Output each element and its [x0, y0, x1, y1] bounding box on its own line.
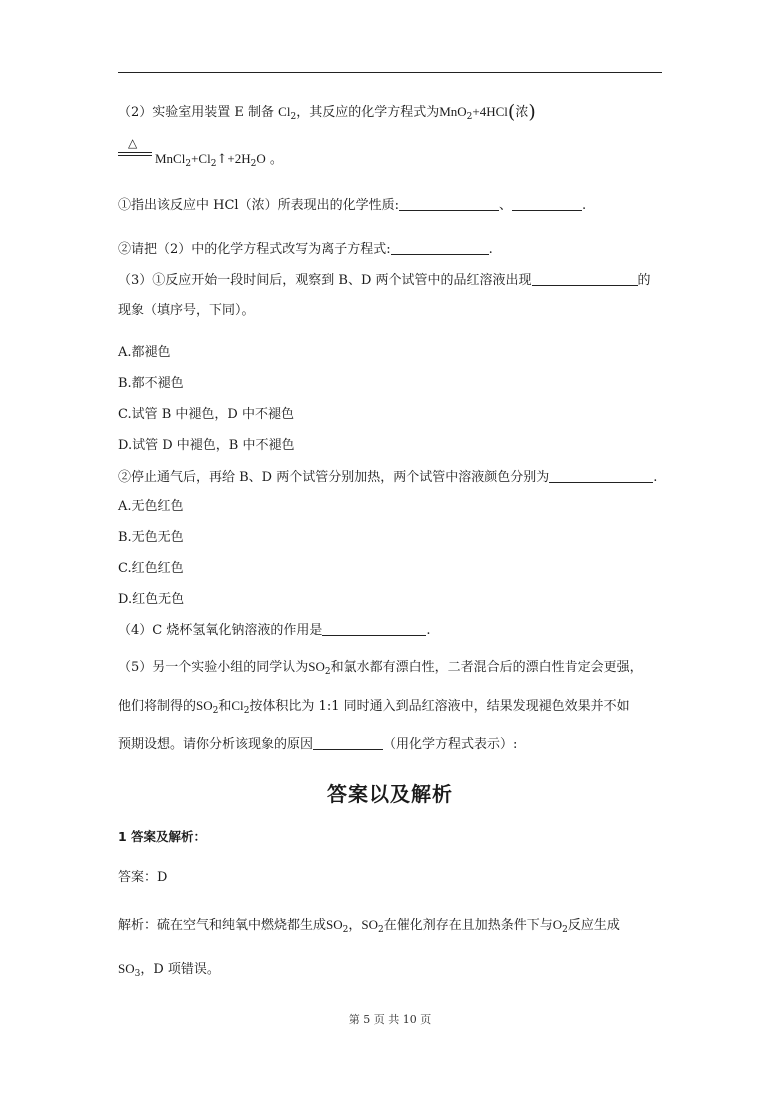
answers-heading: 答案以及解析: [327, 782, 453, 806]
analysis-line-1: [118, 916, 620, 935]
q5-text: 预期设想。请你分析该现象的原因: [118, 737, 314, 752]
q3-part2-text: ②停止通气后，再给 B、D 两个试管分别加热，两个试管中溶液颜色分别为: [118, 470, 550, 485]
subscript: 2: [562, 925, 568, 935]
formula-h: +2H: [227, 151, 251, 166]
answer-blank: [399, 196, 499, 211]
period: .: [653, 470, 658, 485]
q3-option-d: D.试管 D 中褪色，B 中不褪色: [118, 438, 295, 453]
q3-option-b: B.都不褪色: [118, 376, 184, 391]
q2-sub1-text: ①指出该反应中 HCl（浓）所表现出的化学性质:: [118, 198, 399, 213]
page-footer: 第 5 页 共 10 页: [348, 1013, 432, 1026]
q3-2-option-c: C.红色红色: [118, 561, 184, 576]
subscript: 2: [210, 159, 217, 169]
subscript: 2: [466, 112, 473, 122]
formula-cl: Cl: [198, 151, 211, 166]
answer-blank: [512, 196, 582, 211]
formula-so: SO: [118, 961, 135, 976]
formula-mncl: MnCl: [155, 151, 186, 166]
q3-option-a: A.都褪色: [118, 345, 171, 360]
q3-2-option-d: D.红色无色: [118, 592, 185, 607]
heating-condition-sign: [118, 138, 154, 160]
period: 。: [265, 152, 283, 167]
subscript: 3: [134, 969, 141, 979]
analysis-text: 反应生成: [567, 918, 620, 933]
q3-text: （3）①反应开始一段时间后，观察到 B、D 两个试管中的品红溶液出现: [118, 273, 532, 288]
q5-text: 他们将制得的: [118, 699, 197, 714]
q3-part2: [118, 468, 657, 487]
q5-line-3: [118, 735, 517, 754]
q3-option-c: C.试管 B 中褪色，D 中不褪色: [118, 407, 294, 422]
q4-text: （4）C 烧杯氢氧化钠溶液的作用是: [118, 623, 323, 638]
subscript: 2: [250, 159, 257, 169]
q2-intro: （2）实验室用装置 E 制备: [118, 105, 279, 120]
formula-so: SO: [361, 917, 379, 932]
q5-text: 和: [218, 699, 232, 714]
formula-so: SO: [196, 698, 213, 713]
q3-2-option-b: B.无色无色: [118, 530, 184, 545]
analysis-line-2: [118, 960, 220, 979]
period: .: [426, 623, 431, 638]
analysis-text: 解析：硫在空气和纯氧中燃烧都生成: [118, 918, 327, 933]
q2-sub1: [118, 196, 586, 215]
q5-text: （5）另一个实验小组的同学认为: [118, 660, 309, 675]
q2-line-1: [118, 103, 536, 122]
q2-line-2: [155, 150, 283, 169]
formula-mno: MnO: [439, 104, 467, 119]
q2-sub2: [118, 240, 493, 259]
q3-2-option-a: A.无色红色: [118, 499, 184, 514]
formula-hcl: +4HCl: [472, 104, 508, 119]
q2-text: ，其反应的化学方程式为: [296, 105, 440, 120]
paren: (: [507, 101, 516, 123]
analysis-text: 在催化剂存在且加热条件下与: [383, 918, 553, 933]
answer-blank: [391, 240, 489, 255]
conc-label: 浓: [515, 105, 529, 120]
answer-item-title: 1 答案及解析：: [118, 829, 207, 844]
subscript: 2: [243, 706, 250, 716]
q3-line-2: 现象（填序号，下同）。: [118, 303, 255, 318]
gas-arrow-icon: ↑: [216, 152, 228, 167]
subscript: 2: [378, 925, 384, 935]
q3-line-1: [118, 271, 651, 290]
subscript: 2: [212, 706, 219, 716]
q5-text: （用化学方程式表示）:: [383, 737, 518, 752]
formula-so: SO: [326, 917, 343, 932]
paren: ): [528, 101, 536, 123]
q5-line-2: [118, 697, 630, 716]
formula-so: SO: [308, 659, 325, 674]
answer-blank: [549, 468, 653, 483]
answer-blank: [322, 621, 426, 636]
plus-sign: +: [191, 151, 199, 166]
answer-blank: [532, 271, 638, 286]
q4-line: [118, 621, 431, 640]
q5-line-1: [118, 658, 643, 677]
analysis-text: ，D 项错误。: [140, 962, 220, 977]
q5-text: 和氯水都有漂白性，二者混合后的漂白性肯定会更强，: [330, 660, 643, 675]
subscript: 2: [324, 667, 331, 677]
q5-text: 按体积比为 1:1 同时通入到品红溶液中，结果发现褪色效果并不如: [249, 699, 630, 714]
formula-o: O: [552, 917, 563, 932]
subscript: 2: [185, 159, 192, 169]
answer-blank: [313, 735, 383, 750]
subscript: 2: [290, 112, 297, 122]
analysis-text: ，: [348, 918, 362, 933]
period: .: [581, 198, 587, 213]
q2-sub2-text: ②请把（2）中的化学方程式改写为离子方程式:: [118, 242, 391, 257]
formula-o: O: [256, 151, 266, 166]
subscript: 2: [342, 925, 349, 935]
q3-text: 的: [637, 273, 651, 288]
header-rule: [118, 72, 662, 73]
heat-triangle-icon: △: [128, 136, 138, 150]
formula-cl: Cl: [278, 104, 291, 119]
period: .: [488, 242, 493, 257]
formula-cl: Cl: [231, 698, 244, 713]
separator: 、: [498, 198, 512, 213]
answer-line: 答案：D: [118, 870, 168, 885]
